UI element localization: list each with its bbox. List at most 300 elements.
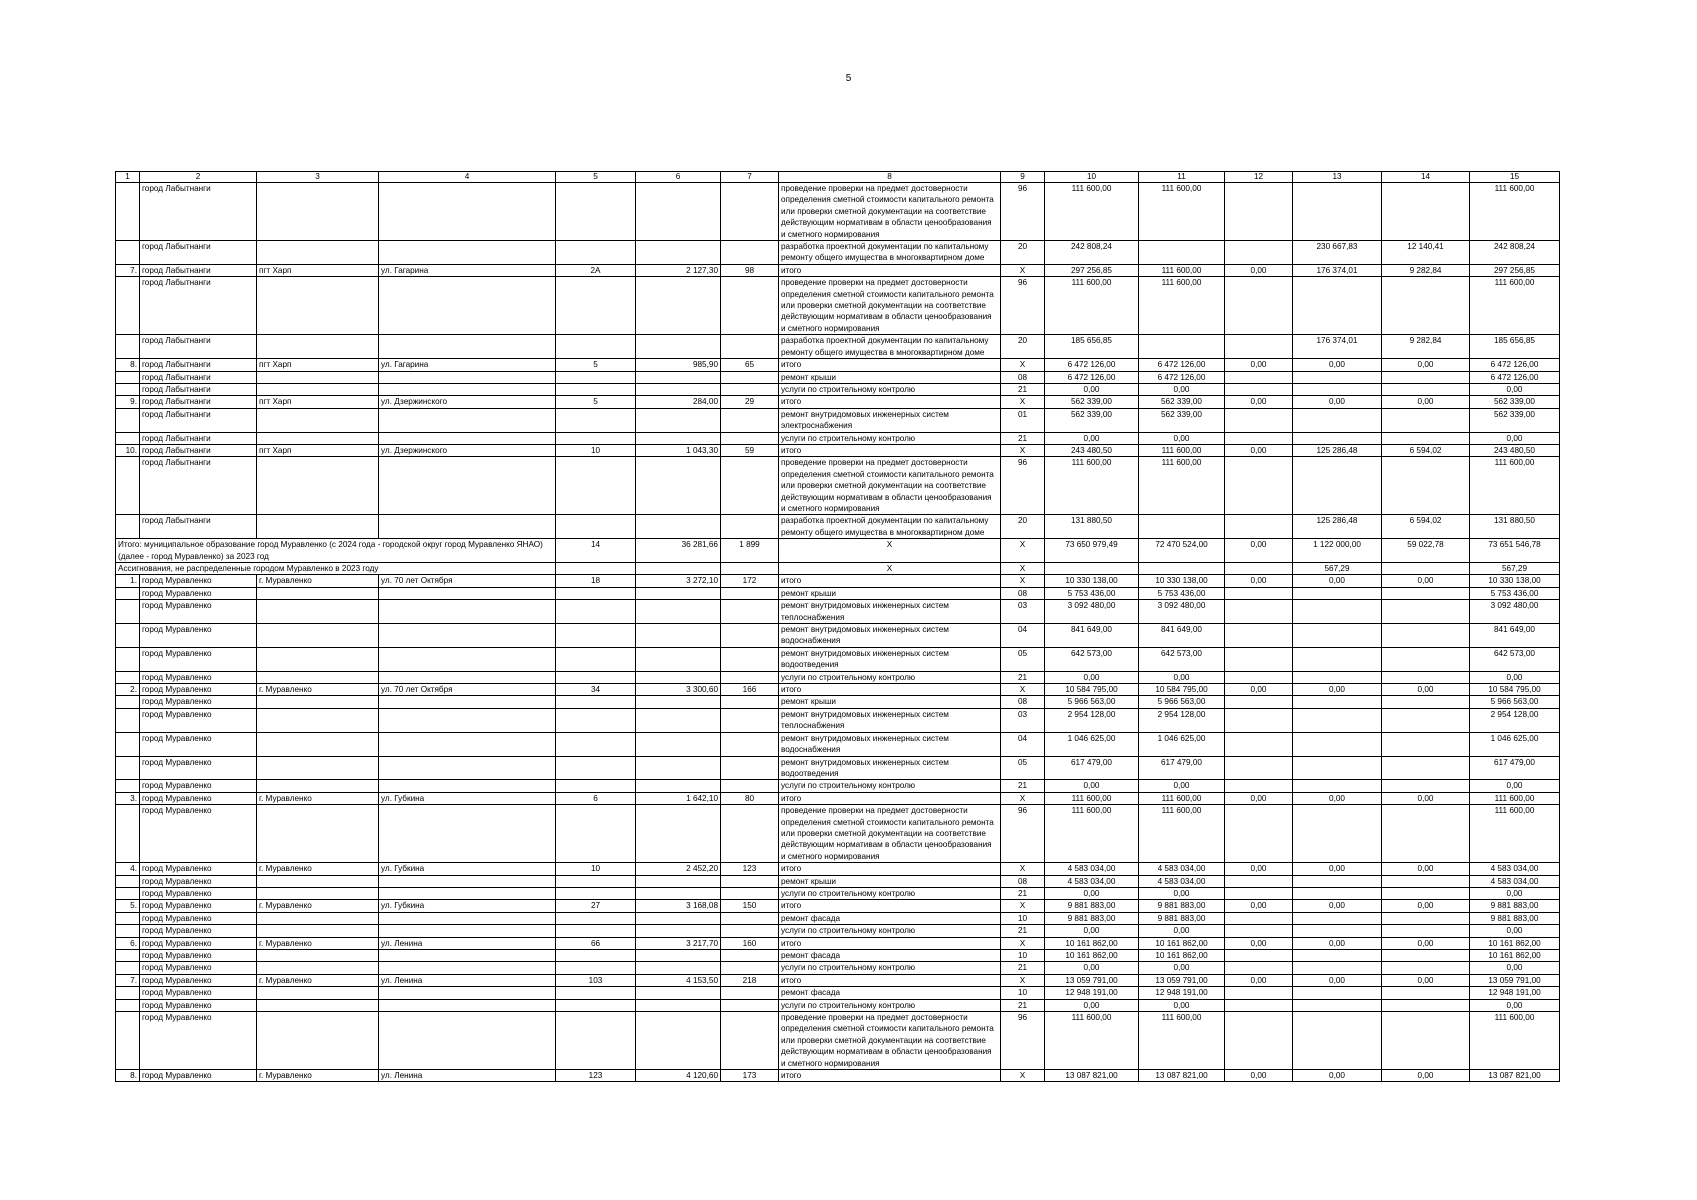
table-cell: 59 (721, 444, 779, 456)
table-row (116, 383, 1560, 395)
table-cell (636, 183, 721, 241)
table-cell (116, 805, 140, 863)
table-cell: 0,00 (1225, 359, 1293, 371)
table-cell: 567,29 (1470, 563, 1560, 575)
table-cell: 5 (556, 396, 636, 408)
table-cell (556, 183, 636, 241)
table-cell (116, 780, 140, 792)
table-cell (1225, 183, 1293, 241)
table-cell: ремонт внутридомовых инженерных систем водоотведения (779, 756, 1001, 780)
table-cell: 0,00 (1045, 383, 1139, 395)
table-cell (721, 563, 779, 575)
table-cell: 6 472 126,00 (1470, 371, 1560, 383)
table-cell (556, 1012, 636, 1070)
table-cell: 66 (556, 937, 636, 949)
table-cell: 65 (721, 359, 779, 371)
table-cell (636, 624, 721, 648)
table-cell (556, 962, 636, 974)
table-cell (636, 987, 721, 999)
table-cell (721, 962, 779, 974)
table-cell: 5 966 563,00 (1139, 696, 1225, 708)
table-cell: 0,00 (1139, 383, 1225, 395)
table-cell: пгт Харп (257, 359, 379, 371)
table-cell (1382, 1012, 1470, 1070)
table-cell: г. Муравленко (257, 684, 379, 696)
table-cell: ремонт внутридомовых инженерных систем водоотведения (779, 647, 1001, 671)
column-number: 2 (140, 172, 257, 183)
table-cell (636, 887, 721, 899)
table-cell (1225, 587, 1293, 599)
column-number: 3 (257, 172, 379, 183)
table-cell (636, 335, 721, 359)
table-cell (1382, 647, 1470, 671)
table-cell: 0,00 (1293, 684, 1382, 696)
table-row (116, 696, 1560, 708)
table-cell: 96 (1001, 457, 1045, 515)
table-cell (1225, 432, 1293, 444)
table-cell: 125 286,48 (1293, 444, 1382, 456)
table-cell (116, 912, 140, 924)
table-cell (379, 887, 556, 899)
table-cell: 08 (1001, 875, 1045, 887)
table-cell: 0,00 (1139, 999, 1225, 1011)
table-cell: 562 339,00 (1470, 408, 1560, 432)
table-cell: ремонт крыши (779, 875, 1001, 887)
table-row (116, 183, 1560, 241)
table-cell (1225, 887, 1293, 899)
table-cell: 0,00 (1139, 780, 1225, 792)
table-cell (116, 696, 140, 708)
table-cell: 0,00 (1225, 1070, 1293, 1082)
table-cell (636, 647, 721, 671)
table-cell: 562 339,00 (1045, 396, 1139, 408)
table-cell: город Муравленко (140, 696, 257, 708)
table-cell: 297 256,85 (1470, 264, 1560, 276)
table-cell: услуги по строительному контролю (779, 780, 1001, 792)
table-cell: 111 600,00 (1139, 1012, 1225, 1070)
table-cell (116, 408, 140, 432)
table-cell: 01 (1001, 408, 1045, 432)
table-row (116, 457, 1560, 515)
table-cell: 59 022,78 (1382, 539, 1470, 563)
table-cell: город Муравленко (140, 684, 257, 696)
table-cell (1225, 696, 1293, 708)
table-cell: 13 087 821,00 (1045, 1070, 1139, 1082)
table-cell (556, 925, 636, 937)
table-cell: 0,00 (1293, 937, 1382, 949)
table-cell: 111 600,00 (1470, 183, 1560, 241)
table-cell (1139, 515, 1225, 539)
table-cell: 10 161 862,00 (1045, 950, 1139, 962)
table-cell (721, 732, 779, 756)
table-cell (1382, 732, 1470, 756)
table-cell (721, 987, 779, 999)
table-cell: 0,00 (1139, 887, 1225, 899)
table-cell: 562 339,00 (1045, 408, 1139, 432)
table-cell: 10 584 795,00 (1470, 684, 1560, 696)
table-cell: 1 046 625,00 (1139, 732, 1225, 756)
table-cell (257, 515, 379, 539)
table-cell: проведение проверки на предмет достоверности определения сметной стоимости капитального ремонта или проверки сметной документации на соответствие действующим нормативам в области ценообразования и сметного нормирования (779, 457, 1001, 515)
table-cell (721, 277, 779, 335)
table-cell (379, 962, 556, 974)
table-cell (721, 515, 779, 539)
table-cell: город Лабытнанги (140, 396, 257, 408)
table-cell (379, 371, 556, 383)
table-cell (556, 780, 636, 792)
table-cell (379, 277, 556, 335)
table-cell: 7. (116, 974, 140, 986)
table-cell (1225, 241, 1293, 265)
table-cell: 5 753 436,00 (1139, 587, 1225, 599)
table-cell: ул. 70 лет Октября (379, 575, 556, 587)
table-cell: город Лабытнанги (140, 515, 257, 539)
table-cell (636, 1012, 721, 1070)
table-cell: 284,00 (636, 396, 721, 408)
table-cell: 6 594,02 (1382, 515, 1470, 539)
table-cell (257, 999, 379, 1011)
capital-repair-table (115, 171, 1560, 1082)
table-cell: 185 656,85 (1470, 335, 1560, 359)
table-cell: 3 300,60 (636, 684, 721, 696)
table-cell (556, 371, 636, 383)
table-cell: 617 479,00 (1045, 756, 1139, 780)
table-cell: пгт Харп (257, 444, 379, 456)
table-cell: 0,00 (1225, 396, 1293, 408)
table-cell (379, 925, 556, 937)
table-cell (1382, 277, 1470, 335)
table-cell: город Муравленко (140, 647, 257, 671)
table-cell: 7. (116, 264, 140, 276)
table-cell (556, 708, 636, 732)
table-cell: 562 339,00 (1139, 408, 1225, 432)
table-cell (116, 647, 140, 671)
table-cell: X (1001, 359, 1045, 371)
table-cell: X (1001, 863, 1045, 875)
table-cell: город Лабытнанги (140, 383, 257, 395)
table-cell: 0,00 (1382, 684, 1470, 696)
table-cell (1139, 335, 1225, 359)
table-row (116, 647, 1560, 671)
table-cell: 20 (1001, 515, 1045, 539)
table-cell: г. Муравленко (257, 974, 379, 986)
table-cell (379, 383, 556, 395)
table-cell: X (1001, 792, 1045, 804)
table-cell: 6 472 126,00 (1139, 359, 1225, 371)
table-cell (1225, 925, 1293, 937)
column-number: 1 (116, 172, 140, 183)
table-cell: услуги по строительному контролю (779, 999, 1001, 1011)
table-row (116, 987, 1560, 999)
table-cell (636, 241, 721, 265)
table-cell: город Муравленко (140, 875, 257, 887)
table-cell: X (1001, 396, 1045, 408)
table-cell (1293, 780, 1382, 792)
table-cell: пгт Харп (257, 396, 379, 408)
table-cell: 5 753 436,00 (1470, 587, 1560, 599)
table-cell (556, 950, 636, 962)
table-cell (116, 457, 140, 515)
table-cell: 841 649,00 (1139, 624, 1225, 648)
table-cell: 0,00 (1139, 671, 1225, 683)
table-cell (636, 587, 721, 599)
table-cell (1225, 335, 1293, 359)
column-number: 8 (779, 172, 1001, 183)
table-cell: 111 600,00 (1139, 805, 1225, 863)
table-cell: разработка проектной документации по капитальному ремонту общего имущества в многоквартирном доме (779, 515, 1001, 539)
table-cell (1139, 241, 1225, 265)
summary-label: Итого: муниципальное образование город Муравленко (с 2024 года - городской округ город Муравленко ЯНАО) (далее - город Муравленко) за 2023 год (116, 539, 556, 563)
table-cell (1382, 805, 1470, 863)
table-cell: 0,00 (1470, 999, 1560, 1011)
table-cell (556, 408, 636, 432)
table-cell: ул. Ленина (379, 1070, 556, 1082)
table-cell: 21 (1001, 432, 1045, 444)
table-row (116, 974, 1560, 986)
table-cell: 4 583 034,00 (1139, 875, 1225, 887)
table-cell: итого (779, 684, 1001, 696)
table-cell: ул. Гагарина (379, 264, 556, 276)
table-cell: город Муравленко (140, 587, 257, 599)
table-cell: 3 092 480,00 (1139, 600, 1225, 624)
table-cell (116, 925, 140, 937)
table-cell: 12 948 191,00 (1139, 987, 1225, 999)
table-cell (257, 277, 379, 335)
table-cell: итого (779, 575, 1001, 587)
table-cell (257, 912, 379, 924)
table-cell: 0,00 (1225, 264, 1293, 276)
table-cell: 0,00 (1470, 887, 1560, 899)
table-cell (636, 408, 721, 432)
table-cell: услуги по строительному контролю (779, 925, 1001, 937)
table-row (116, 515, 1560, 539)
table-cell: 2 954 128,00 (1045, 708, 1139, 732)
table-cell: 111 600,00 (1139, 444, 1225, 456)
table-cell (379, 987, 556, 999)
table-cell: 10 161 862,00 (1045, 937, 1139, 949)
table-cell: город Муравленко (140, 912, 257, 924)
table-cell: 21 (1001, 925, 1045, 937)
table-cell (257, 732, 379, 756)
table-cell: ул. Ленина (379, 937, 556, 949)
table-cell (116, 671, 140, 683)
table-cell: 03 (1001, 600, 1045, 624)
table-cell (721, 875, 779, 887)
table-cell: 4. (116, 863, 140, 875)
table-cell: 172 (721, 575, 779, 587)
table-cell: 12 948 191,00 (1045, 987, 1139, 999)
table-cell (721, 671, 779, 683)
table-cell: 6 594,02 (1382, 444, 1470, 456)
table-cell: 13 059 791,00 (1470, 974, 1560, 986)
table-cell: 111 600,00 (1045, 183, 1139, 241)
table-cell: 131 880,50 (1470, 515, 1560, 539)
table-cell: ул. Губкина (379, 792, 556, 804)
table-cell: город Муравленко (140, 1012, 257, 1070)
table-cell: город Лабытнанги (140, 241, 257, 265)
table-cell (257, 696, 379, 708)
table-cell (257, 1012, 379, 1070)
table-cell: ремонт внутридомовых инженерных систем электроснабжения (779, 408, 1001, 432)
table-cell (1382, 950, 1470, 962)
table-cell: 14 (556, 539, 636, 563)
table-cell: X (1001, 974, 1045, 986)
table-cell: 9 282,84 (1382, 264, 1470, 276)
table-cell: ремонт крыши (779, 371, 1001, 383)
column-number: 4 (379, 172, 556, 183)
table-cell (1382, 408, 1470, 432)
table-cell: 0,00 (1382, 359, 1470, 371)
column-number: 11 (1139, 172, 1225, 183)
table-cell: итого (779, 792, 1001, 804)
table-cell: услуги по строительному контролю (779, 887, 1001, 899)
table-cell: 3. (116, 792, 140, 804)
table-cell: 0,00 (1382, 575, 1470, 587)
column-number: 5 (556, 172, 636, 183)
table-cell (116, 587, 140, 599)
table-cell (1382, 671, 1470, 683)
table-cell: 2 127,30 (636, 264, 721, 276)
table-cell (1382, 696, 1470, 708)
table-cell: город Муравленко (140, 974, 257, 986)
column-number: 9 (1001, 172, 1045, 183)
table-cell (721, 241, 779, 265)
table-row (116, 805, 1560, 863)
table-cell: 2 954 128,00 (1139, 708, 1225, 732)
table-row (116, 900, 1560, 912)
table-cell (257, 647, 379, 671)
table-cell (1293, 371, 1382, 383)
table-cell: 27 (556, 900, 636, 912)
table-cell: 173 (721, 1070, 779, 1082)
table-cell (257, 457, 379, 515)
table-row (116, 587, 1560, 599)
table-cell (1293, 408, 1382, 432)
table-cell: 21 (1001, 999, 1045, 1011)
table-cell: 0,00 (1382, 1070, 1470, 1082)
table-cell: 98 (721, 264, 779, 276)
table-cell: 0,00 (1225, 444, 1293, 456)
table-cell: 0,00 (1470, 383, 1560, 395)
table-cell (379, 432, 556, 444)
table-cell: 642 573,00 (1139, 647, 1225, 671)
table-cell: X (779, 563, 1001, 575)
summary-label: Ассигнования, не распределенные городом Муравленко в 2023 году (116, 563, 556, 575)
table-cell: 0,00 (1225, 539, 1293, 563)
table-cell: 111 600,00 (1045, 457, 1139, 515)
table-cell: 562 339,00 (1139, 396, 1225, 408)
table-cell: 6 472 126,00 (1470, 359, 1560, 371)
table-cell: разработка проектной документации по капитальному ремонту общего имущества в многоквартирном доме (779, 335, 1001, 359)
table-cell (257, 183, 379, 241)
table-cell (556, 805, 636, 863)
table-cell: проведение проверки на предмет достоверности определения сметной стоимости капитального ремонта или проверки сметной документации на соответствие действующим нормативам в области ценообразования и сметного нормирования (779, 277, 1001, 335)
table-cell: 10 584 795,00 (1045, 684, 1139, 696)
table-row (116, 575, 1560, 587)
table-cell (721, 457, 779, 515)
table-cell: 9 881 883,00 (1470, 900, 1560, 912)
table-cell: 10 330 138,00 (1470, 575, 1560, 587)
table-cell (257, 780, 379, 792)
table-row (116, 937, 1560, 949)
table-row (116, 684, 1560, 696)
table-cell (1293, 696, 1382, 708)
table-cell: 1. (116, 575, 140, 587)
table-cell (556, 515, 636, 539)
table-cell: 160 (721, 937, 779, 949)
table-cell (257, 875, 379, 887)
table-cell (116, 432, 140, 444)
table-cell (257, 671, 379, 683)
table-cell (257, 756, 379, 780)
table-row (116, 912, 1560, 924)
table-cell: 10 (1001, 912, 1045, 924)
table-cell (379, 515, 556, 539)
table-cell (1225, 408, 1293, 432)
table-cell (1225, 732, 1293, 756)
table-cell: г. Муравленко (257, 900, 379, 912)
table-cell: 0,00 (1293, 1070, 1382, 1082)
column-number: 14 (1382, 172, 1470, 183)
table-cell (556, 600, 636, 624)
table-cell (1293, 647, 1382, 671)
table-cell: 18 (556, 575, 636, 587)
table-cell (1293, 183, 1382, 241)
table-cell (116, 600, 140, 624)
table-cell (1293, 432, 1382, 444)
table-cell: 111 600,00 (1470, 457, 1560, 515)
table-cell (721, 647, 779, 671)
table-cell (379, 999, 556, 1011)
table-row (116, 335, 1560, 359)
table-cell (1382, 887, 1470, 899)
table-cell (379, 183, 556, 241)
table-cell (1225, 371, 1293, 383)
table-cell (556, 647, 636, 671)
table-cell: 0,00 (1139, 925, 1225, 937)
table-cell: 985,90 (636, 359, 721, 371)
table-cell (1382, 925, 1470, 937)
table-cell: город Муравленко (140, 708, 257, 732)
table-cell: город Лабытнанги (140, 408, 257, 432)
table-cell (1225, 515, 1293, 539)
table-cell (1293, 962, 1382, 974)
table-row (116, 875, 1560, 887)
table-row (116, 962, 1560, 974)
table-cell (1225, 1012, 1293, 1070)
table-cell: 05 (1001, 756, 1045, 780)
table-cell (116, 515, 140, 539)
table-cell: ремонт фасада (779, 987, 1001, 999)
table-cell (1382, 457, 1470, 515)
table-cell (257, 925, 379, 937)
table-cell: 9 881 883,00 (1139, 900, 1225, 912)
table-cell (257, 600, 379, 624)
table-cell (636, 371, 721, 383)
table-cell (721, 432, 779, 444)
table-cell: ремонт внутридомовых инженерных систем водоснабжения (779, 732, 1001, 756)
table-cell: 10 161 862,00 (1470, 937, 1560, 949)
table-cell: услуги по строительному контролю (779, 383, 1001, 395)
table-cell: 96 (1001, 277, 1045, 335)
table-cell (1293, 457, 1382, 515)
table-cell (257, 587, 379, 599)
table-cell (1382, 875, 1470, 887)
table-cell (379, 756, 556, 780)
table-cell: 08 (1001, 696, 1045, 708)
table-cell (636, 925, 721, 937)
table-cell (379, 587, 556, 599)
